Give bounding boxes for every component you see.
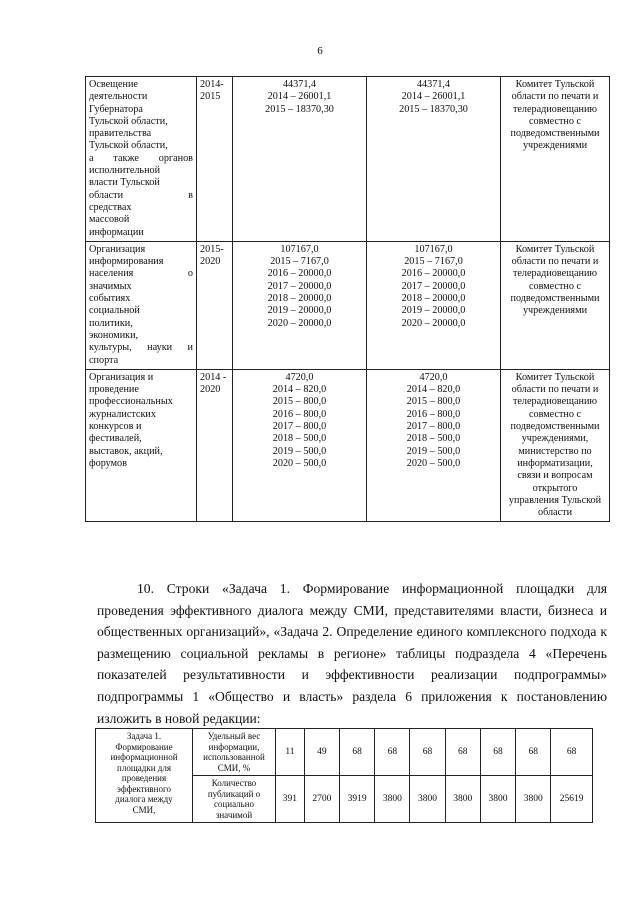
cell-line: 2014 – 820,0 (406, 384, 461, 396)
cell-line: событиях (89, 293, 131, 305)
cell-line: выставок, акций, (89, 445, 163, 457)
cell-line: Задача 1. (126, 731, 162, 741)
cell-line: 2015 (200, 91, 221, 103)
value-cell: 25619 (551, 776, 593, 823)
cell-line: 2019 – 20000,0 (401, 305, 466, 317)
value-cell: 68 (375, 729, 410, 776)
task-cell (96, 729, 193, 823)
budget-funding-cell (367, 77, 501, 242)
value-cell: 68 (480, 729, 515, 776)
cell-line: средствах (89, 201, 132, 213)
cell-line: 4720,0 (285, 371, 314, 383)
cell-line: информирования (89, 256, 164, 268)
cell-line: 2017 – 20000,0 (401, 280, 466, 292)
cell-line: области в (89, 189, 193, 201)
indicators-table (95, 728, 593, 823)
cell-line: а также органов (89, 152, 193, 164)
cell-line: телерадиовещанию (512, 103, 598, 115)
cell-line: области по печати и (511, 384, 599, 396)
cell-line: открытого (532, 482, 578, 494)
activity-name-cell (86, 369, 197, 522)
cell-line: 2015 – 800,0 (272, 396, 327, 408)
cell-line: 2017 – 800,0 (406, 421, 461, 433)
cell-line: исполнительной (89, 165, 161, 177)
cell-line: информатизации, (517, 457, 593, 469)
cell-line: 2015 – 18370,30 (399, 103, 468, 115)
activity-name-cell (86, 241, 197, 369)
cell-line: учреждениями (522, 305, 588, 317)
cell-line: 2015 – 7167,0 (404, 256, 463, 268)
cell-line: подведомственными (510, 128, 600, 140)
cell-line: 2020 – 20000,0 (267, 317, 332, 329)
indicator-cell (193, 776, 276, 823)
cell-line: 2020 (200, 384, 221, 396)
cell-line: 2020 – 500,0 (272, 457, 327, 469)
cell-line: Организация (89, 243, 146, 255)
cell-line: области по печати и (511, 256, 599, 268)
cell-line: 4720,0 (419, 371, 448, 383)
cell-line: Тульской области, (89, 140, 168, 152)
value-cell: 68 (551, 729, 593, 776)
cell-line: связи и вопросам (517, 470, 593, 482)
cell-line: информации (89, 226, 144, 238)
cell-line: 44371,4 (416, 79, 451, 90)
cell-line: Организация и (89, 371, 154, 383)
table-row (96, 729, 593, 776)
cell-line: совместно с (528, 408, 582, 420)
value-cell: 68 (410, 729, 445, 776)
cell-line: деятельности (89, 91, 148, 103)
cell-line: правительства (89, 128, 152, 140)
cell-line: Комитет Тульской (515, 371, 595, 383)
cell-line: диалога между (115, 794, 173, 804)
cell-line: 2017 – 20000,0 (267, 280, 332, 292)
cell-line: совместно с (528, 115, 582, 127)
value-cell: 68 (340, 729, 375, 776)
cell-line: СМИ, % (217, 762, 251, 773)
total-funding-cell (233, 241, 367, 369)
cell-line: телерадиовещанию (512, 396, 598, 408)
value-cell: 3800 (480, 776, 515, 823)
cell-line: социально (213, 799, 255, 809)
total-funding-cell (233, 369, 367, 522)
cell-line: совместно с (528, 280, 582, 292)
value-cell: 391 (276, 776, 305, 823)
cell-line: 107167,0 (280, 243, 319, 255)
activity-name-cell (86, 77, 197, 242)
cell-line: 2019 – 20000,0 (267, 305, 332, 317)
cell-line: эффективного (117, 783, 171, 794)
cell-line: 2015 – 7167,0 (270, 256, 329, 268)
cell-line: проведения (121, 773, 167, 783)
cell-line: учреждениями, (521, 433, 589, 445)
cell-line: политики, (89, 317, 133, 329)
period-cell (197, 369, 233, 522)
program-activities-table (85, 76, 610, 522)
cell-line: площадки для (117, 762, 171, 773)
value-cell: 68 (445, 729, 480, 776)
cell-line: Губернатора (89, 103, 143, 115)
amendment-paragraph: 10. Строки «Задача 1. Формирование информационной площадки для проведения эффективного диалога между СМИ, представителями власти, бизнеса и общественных организаций», «Задача 2. Определение единого комплексного подхода к размещению социальной рекламы в регионе» таблицы подраздела 4 «Перечень показателей результативности и эффективности реализации подпрограммы» подпрограммы 1 «Общество и власть» раздела 6 приложения к постановлению изложить в новой редакции: (97, 581, 607, 726)
cell-line: Комитет Тульской (515, 243, 595, 255)
cell-line: Тульской области, (89, 115, 168, 127)
cell-line: 2019 – 500,0 (406, 445, 461, 457)
cell-line: Удельный вес (207, 731, 261, 741)
table-row (86, 241, 610, 369)
value-cell: 3800 (410, 776, 445, 823)
cell-line: 2017 – 800,0 (272, 421, 327, 433)
cell-line: СМИ, (132, 804, 156, 815)
cell-line: министерство по (518, 445, 592, 457)
cell-line: управления Тульской (508, 494, 602, 506)
cell-line: 2016 – 800,0 (272, 408, 327, 420)
value-cell: 3800 (375, 776, 410, 823)
cell-line: значимой (215, 809, 253, 820)
cell-line: информации, (208, 741, 260, 752)
value-cell: 2700 (304, 776, 339, 823)
value-cell: 11 (276, 729, 305, 776)
value-cell: 68 (516, 729, 551, 776)
cell-line: профессиональных (89, 396, 173, 408)
cell-line: Количество (211, 778, 257, 788)
cell-line: области (537, 507, 573, 519)
cell-line: подведомственными (510, 421, 600, 433)
cell-line: власти Тульской (89, 177, 160, 189)
total-funding-cell (233, 77, 367, 242)
cell-line: Освещение (89, 79, 138, 90)
cell-line: форумов (89, 457, 127, 469)
cell-line: 2020 – 500,0 (406, 457, 461, 469)
cell-line: 44371,4 (282, 79, 317, 90)
cell-line: 2018 – 500,0 (272, 433, 327, 445)
cell-line: информационной (110, 752, 178, 762)
cell-line: 2014 - (200, 371, 227, 383)
indicator-cell (193, 729, 276, 776)
table-row (86, 77, 610, 242)
cell-line: проведение (89, 384, 139, 396)
period-cell (197, 241, 233, 369)
cell-line: 2016 – 20000,0 (267, 268, 332, 280)
cell-line: экономики, (89, 329, 139, 341)
cell-line: 2015- (200, 243, 224, 255)
value-cell: 3919 (340, 776, 375, 823)
table-row (86, 369, 610, 522)
cell-line: учреждениями (522, 140, 588, 152)
cell-line: спорта (89, 354, 119, 366)
cell-line: публикаций о (207, 788, 261, 799)
cell-line: 2014- (200, 79, 224, 90)
cell-line: Формирование (115, 741, 173, 752)
budget-funding-cell (367, 241, 501, 369)
cell-line: 2015 – 800,0 (406, 396, 461, 408)
cell-line: 2019 – 500,0 (272, 445, 327, 457)
cell-line: подведомственными (510, 293, 600, 305)
value-cell: 3800 (445, 776, 480, 823)
cell-line: области по печати и (511, 91, 599, 103)
cell-line: массовой (89, 214, 130, 226)
cell-line: журналистских (89, 408, 156, 420)
cell-line: 2018 – 20000,0 (267, 293, 332, 305)
cell-line: 2018 – 20000,0 (401, 293, 466, 305)
executor-cell (501, 369, 610, 522)
cell-line: конкурсов и (89, 421, 142, 433)
cell-line: значимых (89, 280, 132, 292)
cell-line: фестивалей, (89, 433, 142, 445)
value-cell: 3800 (516, 776, 551, 823)
cell-line: 2015 – 18370,30 (265, 103, 334, 115)
value-cell: 49 (304, 729, 339, 776)
cell-line: 2014 – 26001,1 (401, 91, 466, 103)
cell-line: 2020 – 20000,0 (401, 317, 466, 329)
budget-funding-cell (367, 369, 501, 522)
cell-line: 2016 – 20000,0 (401, 268, 466, 280)
cell-line: культуры, науки и (89, 342, 193, 354)
cell-line: использованной (203, 752, 265, 762)
cell-line: 2018 – 500,0 (406, 433, 461, 445)
cell-line: телерадиовещанию (512, 268, 598, 280)
cell-line: 2014 – 26001,1 (267, 91, 332, 103)
executor-cell (501, 77, 610, 242)
cell-line: социальной (89, 305, 140, 317)
page-number: 6 (317, 45, 323, 57)
executor-cell (501, 241, 610, 369)
cell-line: 2016 – 800,0 (406, 408, 461, 420)
cell-line: 107167,0 (414, 243, 453, 255)
period-cell (197, 77, 233, 242)
cell-line: Комитет Тульской (515, 79, 595, 90)
cell-line: населения о (89, 268, 193, 280)
cell-line: 2020 (200, 256, 221, 268)
cell-line: 2014 – 820,0 (272, 384, 327, 396)
